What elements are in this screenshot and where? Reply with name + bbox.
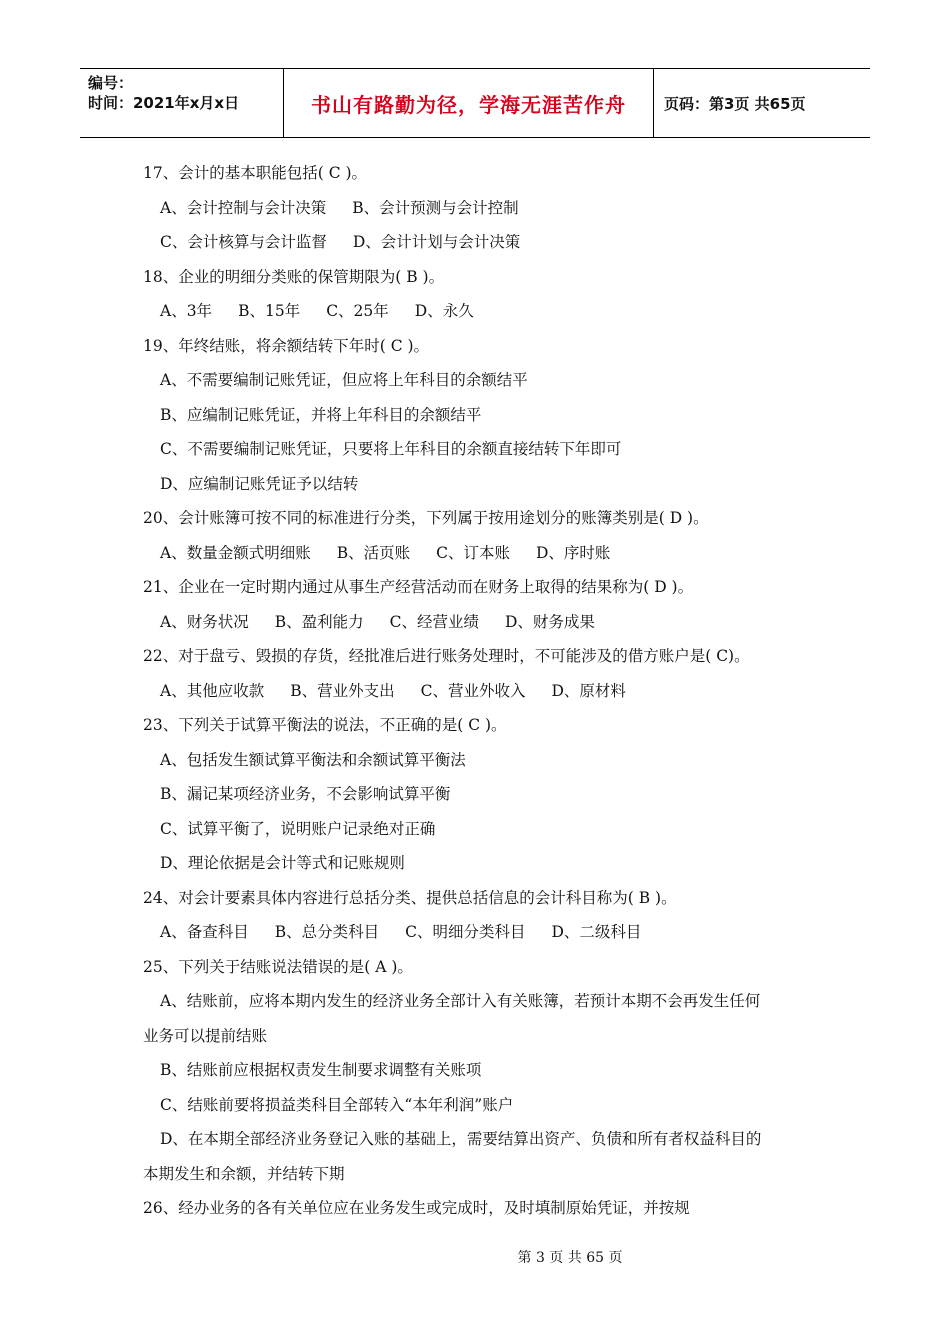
option-item: A、备查科目 bbox=[160, 923, 249, 941]
option-line bbox=[143, 191, 823, 226]
header-page-info: 页码：第3页 共65页 bbox=[664, 94, 806, 113]
question-line: 18、企业的明细分类账的保管期限为( B )。 bbox=[143, 267, 445, 286]
option-line bbox=[143, 915, 823, 950]
option-line: D、应编制记账凭证予以结转 bbox=[160, 474, 359, 493]
question-list bbox=[143, 156, 823, 1226]
question-line: 23、下列关于试算平衡法的说法，不正确的是( C )。 bbox=[143, 716, 507, 734]
serial-label: 编号： bbox=[88, 74, 134, 92]
question-line: 21、企业在一定时期内通过从事生产经营活动而在财务上取得的结果称为( D )。 bbox=[143, 578, 694, 596]
option-item: D、永久 bbox=[414, 302, 474, 320]
option-line: C、结账前要将损益类科目全部转入“本年利润”账户 bbox=[160, 1095, 514, 1114]
option-line: B、应编制记账凭证，并将上年科目的余额结平 bbox=[160, 405, 482, 424]
option-item: A、财务状况 bbox=[160, 612, 249, 631]
option-line bbox=[143, 225, 823, 260]
option-item: C、经营业绩 bbox=[389, 612, 479, 631]
option-line bbox=[143, 674, 823, 709]
option-line: A、包括发生额试算平衡法和余额试算平衡法 bbox=[160, 750, 466, 769]
continuation-line: 本期发生和余额，并结转下期 bbox=[143, 1164, 345, 1183]
option-item: D、序时账 bbox=[535, 543, 611, 562]
option-item: B、活页账 bbox=[336, 543, 411, 562]
option-item: B、会计预测与会计控制 bbox=[352, 198, 519, 217]
option-item: C、25年 bbox=[326, 302, 389, 320]
page-header bbox=[80, 68, 870, 138]
continuation-line: 业务可以提前结账 bbox=[143, 1026, 268, 1045]
question-line: 24、对会计要素具体内容进行总括分类、提供总括信息的会计科目称为( B )。 bbox=[143, 888, 677, 907]
option-line: A、结账前，应将本期内发生的经济业务全部计入有关账簿，若预计本期不会再发生任何 bbox=[160, 992, 761, 1010]
question-line: 26、经办业务的各有关单位应在业务发生或完成时，及时填制原始凭证，并按规 bbox=[143, 1199, 690, 1217]
option-item: C、订本账 bbox=[436, 543, 510, 562]
option-item: A、会计控制与会计决策 bbox=[160, 198, 327, 217]
header-meta bbox=[80, 69, 283, 137]
question-line: 25、下列关于结账说法错误的是( A )。 bbox=[143, 957, 413, 976]
option-item: C、明细分类科目 bbox=[405, 923, 526, 941]
option-item: B、总分类科目 bbox=[274, 923, 380, 941]
option-line bbox=[143, 536, 823, 571]
option-line: A、不需要编制记账凭证，但应将上年科目的余额结平 bbox=[160, 371, 528, 389]
option-item: B、15年 bbox=[238, 302, 301, 320]
option-line bbox=[143, 605, 823, 640]
option-item: C、营业外收入 bbox=[420, 681, 526, 700]
option-item: D、会计计划与会计决策 bbox=[352, 233, 521, 251]
option-line: B、漏记某项经济业务，不会影响试算平衡 bbox=[160, 785, 451, 803]
option-line: B、结账前应根据权责发生制要求调整有关账项 bbox=[160, 1061, 482, 1079]
option-item: B、营业外支出 bbox=[290, 681, 395, 700]
question-line: 17、会计的基本职能包括( C )。 bbox=[143, 164, 368, 182]
option-item: A、3年 bbox=[160, 302, 213, 320]
option-item: A、其他应收款 bbox=[160, 681, 265, 700]
option-item: D、财务成果 bbox=[504, 612, 595, 631]
header-motto: 书山有路勤为径，学海无涯苦作舟 bbox=[283, 69, 654, 137]
option-line: C、不需要编制记账凭证，只要将上年科目的余额直接结转下年即可 bbox=[160, 440, 622, 458]
option-item: B、盈利能力 bbox=[274, 612, 364, 631]
option-line: C、试算平衡了，说明账户记录绝对正确 bbox=[160, 819, 436, 838]
option-line bbox=[143, 294, 823, 329]
option-line: D、在本期全部经济业务登记入账的基础上，需要结算出资产、负债和所有者权益科目的 bbox=[160, 1130, 762, 1148]
option-item: D、二级科目 bbox=[551, 923, 642, 941]
option-item: D、原材料 bbox=[551, 681, 626, 700]
question-line: 22、对于盘亏、毁损的存货，经批准后进行账务处理时，不可能涉及的借方账户是( C)。 bbox=[143, 647, 750, 665]
option-item: A、数量金额式明细账 bbox=[160, 543, 311, 562]
page-footer: 第 3 页 共 65 页 bbox=[517, 1250, 623, 1266]
option-item: C、会计核算与会计监督 bbox=[160, 233, 327, 251]
option-line: D、理论依据是会计等式和记账规则 bbox=[160, 854, 405, 872]
date-label: 时间：2021年x月x日 bbox=[88, 94, 240, 112]
question-line: 20、会计账簿可按不同的标准进行分类，下列属于按用途划分的账簿类别是( D )。 bbox=[143, 509, 709, 527]
question-line: 19、年终结账，将余额结转下年时( C )。 bbox=[143, 336, 430, 355]
